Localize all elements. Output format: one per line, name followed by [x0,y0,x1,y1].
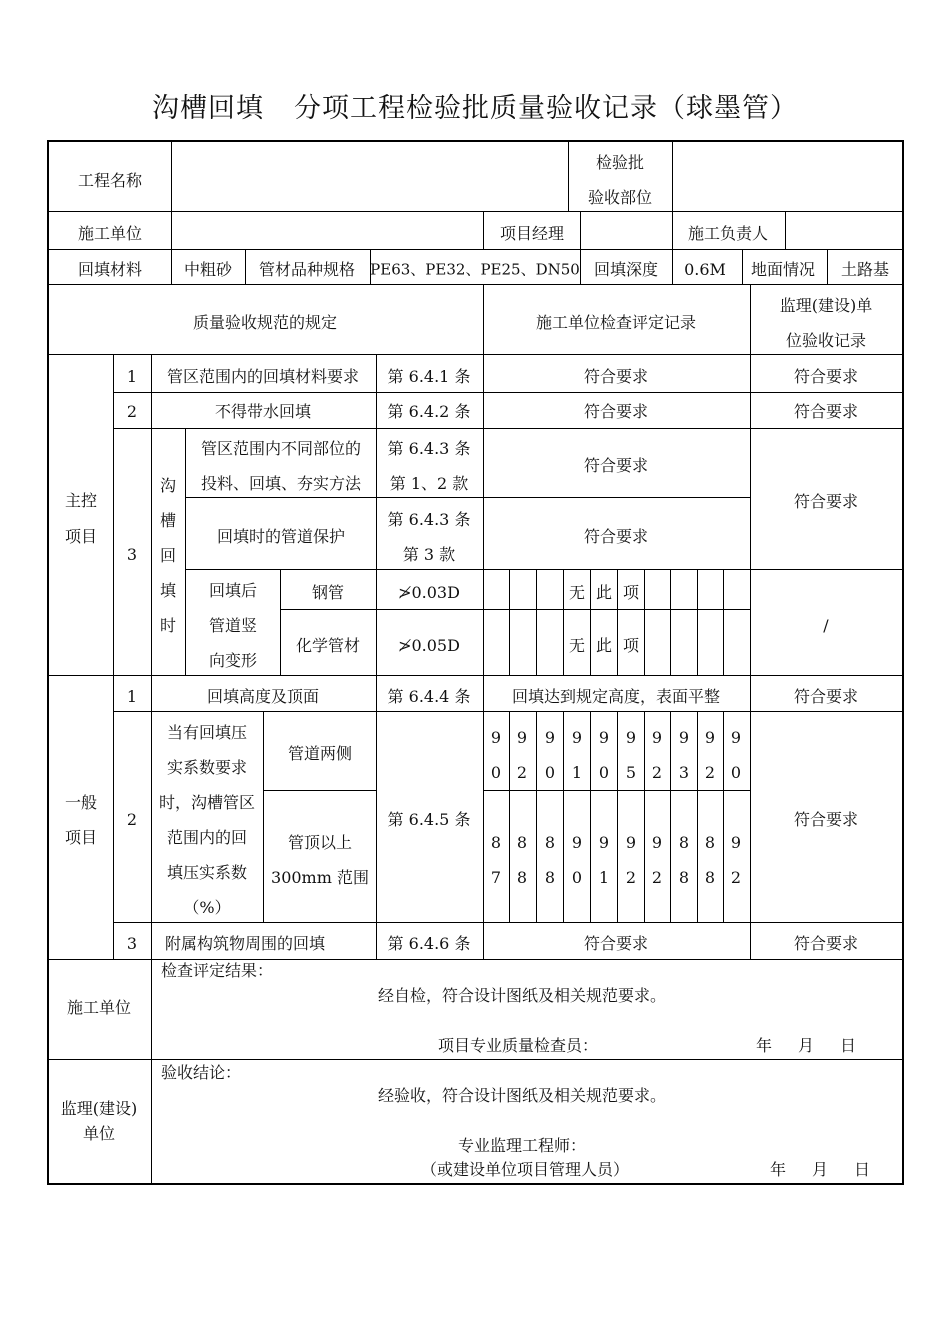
general-item1-record: 回填达到规定高度，表面平整 [511,687,721,706]
supervisor-conclusion: 经验收，符合设计图纸及相关规范要求。 [377,1086,667,1105]
pipe-top-value-digit: 8 [678,868,690,887]
grid-line [483,922,484,959]
grid-line [263,790,376,791]
pipe-sides-value-digit: 9 [490,728,502,747]
pipe-top-value-digit: 9 [571,833,583,852]
main-item3b-record: 符合要求 [583,527,649,546]
grid-line [580,249,581,284]
grid-line [376,675,377,959]
pipe-sides-value-digit: 2 [516,763,528,782]
construction-unit-label: 施工单位 [77,224,143,243]
backfill-depth-value: 0.6M [684,260,726,279]
grid-line [245,249,246,284]
steel-pipe-cell: 此 [595,583,613,602]
general-item1-clause: 第 6.4.4 条 [387,687,471,706]
contractor-year: 年 [755,1036,773,1055]
ground-condition-value: 土路基 [840,260,890,279]
pipe-top-value-digit: 9 [651,833,663,852]
main-item2-acceptance: 符合要求 [793,402,859,421]
main-item3c-acceptance: / [823,616,829,635]
main-item3ab-acceptance: 符合要求 [793,492,859,511]
grid-line [670,569,671,675]
grid-line [750,428,751,569]
grid-line [171,140,172,249]
grid-line [750,354,751,428]
grid-line [151,354,152,1184]
main-item3c-desc-1: 回填后 [208,581,258,600]
contractor-section-heading: 检查评定结果： [161,961,274,980]
pipe-top-value-digit: 2 [730,868,742,887]
inspection-lot-label-1: 检验批 [595,153,645,172]
pipe-top-value-digit: 8 [516,868,528,887]
grid-line [827,249,828,284]
general-item3-record: 符合要求 [583,934,649,953]
main-item3a-record: 符合要求 [583,456,649,475]
pipe-top-label-2: 300mm 范围 [271,868,369,887]
pipe-sides-value-digit: 3 [678,763,690,782]
inspection-lot-label-2: 验收部位 [587,188,653,207]
pipe-top-value-digit: 9 [598,833,610,852]
main-item3a-desc-1: 管区范围内不同部位的 [200,439,362,458]
general-item2-desc-5: 填压实系数 [166,863,248,882]
main-item3b-clause-1: 第 6.4.3 条 [387,510,471,529]
grid-line [483,284,484,354]
general-item2-desc-1: 当有回填压 [166,723,248,742]
grid-line [113,354,114,959]
owner-manager-label: （或建设单位项目管理人员） [420,1160,630,1179]
grid-line [590,711,591,922]
pipe-top-value-digit: 9 [625,833,637,852]
main-item2-clause: 第 6.4.2 条 [387,402,471,421]
supervisor-day: 日 [853,1160,871,1179]
grid-line [644,711,645,922]
chemical-pipe-label: 化学管材 [295,636,361,655]
pipe-spec-value: PE63、PE32、PE25、DN50 [370,260,580,279]
grid-line [672,249,673,284]
supervisor-month: 月 [811,1160,829,1179]
main-item1-clause: 第 6.4.1 条 [387,367,471,386]
grid-line [280,609,750,610]
main-item3b-clause-2: 第 3 款 [402,545,456,564]
quality-inspector-label: 项目专业质量检查员： [438,1036,599,1055]
contractor-conclusion: 经自检，符合设计图纸及相关规范要求。 [377,986,667,1005]
general-item2-no: 2 [126,810,138,829]
main-items-label-2: 项目 [64,527,98,546]
pipe-sides-value-digit: 5 [625,763,637,782]
grid-line [185,497,750,498]
grid-line [672,140,673,211]
pipe-sides-value-digit: 9 [544,728,556,747]
main-item3-group-char-3: 回 [159,546,177,565]
main-item2-desc: 不得带水回填 [214,402,312,421]
pipe-top-value-digit: 8 [704,833,716,852]
grid-line [376,569,377,675]
supervisor-section-label-2: 单位 [82,1124,116,1143]
grid-line [113,922,903,923]
grid-line [483,569,484,675]
grid-line [483,675,484,711]
chemical-pipe-cell: 项 [622,636,640,655]
pipe-sides-value-digit: 9 [730,728,742,747]
supervisor-record-heading-2: 位验收记录 [785,331,867,350]
grid-line [723,711,724,922]
main-items-label-1: 主控 [64,491,98,510]
supervisor-record-heading-1: 监理(建设)单 [779,296,873,315]
chemical-pipe-limit: ≯0.05D [398,636,460,655]
pipe-top-value-digit: 9 [730,833,742,852]
grid-line [263,711,264,922]
grid-line [483,428,484,569]
grid-line [750,675,751,959]
main-item1-record: 符合要求 [583,367,649,386]
supervisor-section-label-1: 监理(建设) [60,1099,138,1118]
main-item3-group-char-4: 填 [159,581,177,600]
general-item2-acceptance: 符合要求 [793,810,859,829]
pipe-top-value-digit: 7 [490,868,502,887]
contractor-month: 月 [797,1036,815,1055]
grid-line [483,711,484,922]
general-item3-clause: 第 6.4.6 条 [387,934,471,953]
grid-line [697,711,698,922]
grid-line [509,569,510,675]
pipe-sides-value-digit: 9 [516,728,528,747]
general-item3-acceptance: 符合要求 [793,934,859,953]
general-items-label-1: 一般 [64,793,98,812]
grid-line [785,211,786,249]
pipe-top-value-digit: 2 [651,868,663,887]
general-item3-no: 3 [126,934,138,953]
grid-line [672,211,673,249]
general-item3-desc: 附属构筑物周围的回填 [164,934,326,953]
general-item2-desc-2: 实系数要求 [166,758,248,777]
main-item3a-clause-2: 第 1、2 款 [389,474,469,493]
grid-line [48,249,903,250]
pipe-sides-value-digit: 1 [571,763,583,782]
grid-line [563,711,564,922]
steel-pipe-limit: ≯0.03D [398,583,460,602]
project-name-label: 工程名称 [77,171,143,190]
main-item3-no: 3 [126,545,138,564]
pipe-top-value-digit: 8 [704,868,716,887]
supervising-engineer-label: 专业监理工程师： [457,1136,587,1155]
grid-line [113,711,903,712]
general-item2-desc-6: （%） [183,898,231,917]
pipe-sides-value-digit: 2 [704,763,716,782]
general-item2-desc-3: 时，沟槽管区 [158,793,256,812]
grid-line [171,249,172,284]
backfill-depth-label: 回填深度 [593,260,659,279]
pipe-top-label-1: 管顶以上 [287,833,353,852]
main-item3a-clause-1: 第 6.4.3 条 [387,439,471,458]
pipe-sides-value-digit: 2 [651,763,663,782]
ground-condition-label: 地面情况 [750,260,816,279]
spec-column-heading: 质量验收规范的规定 [192,313,338,332]
grid-line [644,569,645,675]
grid-line [483,354,484,428]
chemical-pipe-cell: 此 [595,636,613,655]
main-item3-group-char-1: 沟 [159,476,177,495]
pipe-top-value-digit: 8 [544,868,556,887]
grid-line [509,711,510,922]
grid-line [185,428,186,675]
page-title [0,86,950,125]
grid-line [376,354,377,428]
project-manager-label: 项目经理 [499,224,565,243]
pipe-top-value-digit: 0 [571,868,583,887]
main-item3-group-char-2: 槽 [159,511,177,530]
pipe-sides-value-digit: 0 [544,763,556,782]
general-item1-desc: 回填高度及顶面 [206,687,320,706]
supervisor-section-heading: 验收结论： [161,1063,242,1082]
main-item1-no: 1 [126,367,138,386]
grid-line [617,569,618,675]
steel-pipe-cell: 无 [568,583,586,602]
pipe-top-value-digit: 2 [625,868,637,887]
grid-line [483,211,484,249]
pipe-sides-value-digit: 9 [678,728,690,747]
pipe-sides-value-digit: 9 [651,728,663,747]
contractor-record-heading: 施工单位检查评定记录 [535,313,697,332]
main-item3a-desc-2: 投料、回填、夯实方法 [200,474,362,493]
chemical-pipe-cell: 无 [568,636,586,655]
grid-line [568,140,569,211]
pipe-top-value-digit: 8 [516,833,528,852]
pipe-sides-label: 管道两侧 [287,744,353,763]
grid-line [48,959,903,960]
pipe-sides-value-digit: 9 [704,728,716,747]
main-item3c-desc-3: 向变形 [208,651,258,670]
general-item1-no: 1 [126,687,138,706]
steel-pipe-cell: 项 [622,583,640,602]
main-item3-group-char-5: 时 [159,616,177,635]
title-part-1: 沟槽回填 [152,93,264,124]
main-item2-no: 2 [126,402,138,421]
grid-line [750,284,751,354]
general-items-label-2: 项目 [64,828,98,847]
general-item2-clause: 第 6.4.5 条 [387,810,471,829]
main-item1-acceptance: 符合要求 [793,367,859,386]
grid-line [563,569,564,675]
grid-line [617,711,618,922]
grid-line [48,211,903,212]
general-item2-desc-4: 范围内的回 [166,828,248,847]
pipe-sides-value-digit: 9 [598,728,610,747]
general-item1-acceptance: 符合要求 [793,687,859,706]
grid-line [536,569,537,675]
grid-line [48,1059,903,1060]
grid-line [48,354,903,355]
backfill-material-value: 中粗砂 [183,260,233,279]
grid-line [536,711,537,922]
pipe-sides-value-digit: 9 [571,728,583,747]
main-item3b-desc: 回填时的管道保护 [216,527,346,546]
grid-line [742,249,743,284]
grid-line [185,569,903,570]
grid-line [697,569,698,675]
grid-line [580,211,581,249]
steel-pipe-label: 钢管 [311,583,345,602]
pipe-top-value-digit: 1 [598,868,610,887]
grid-line [113,392,903,393]
main-item2-record: 符合要求 [583,402,649,421]
grid-line [113,428,903,429]
pipe-sides-value-digit: 9 [625,728,637,747]
grid-line [590,569,591,675]
title-part-2: 分项工程检验批质量验收记录（球墨管） [294,93,798,124]
pipe-top-value-digit: 8 [490,833,502,852]
pipe-top-value-digit: 8 [544,833,556,852]
grid-line [280,569,281,675]
grid-line [723,569,724,675]
grid-line [48,675,903,676]
pipe-spec-label: 管材品种规格 [258,260,356,279]
inspection-record-table [47,140,904,1185]
pipe-sides-value-digit: 0 [490,763,502,782]
site-leader-label: 施工负责人 [687,224,769,243]
main-item1-desc: 管区范围内的回填材料要求 [166,367,360,386]
pipe-sides-value-digit: 0 [598,763,610,782]
main-item3c-desc-2: 管道竖 [208,616,258,635]
grid-line [750,569,751,675]
grid-line [670,711,671,922]
contractor-section-label: 施工单位 [66,998,132,1017]
supervisor-year: 年 [769,1160,787,1179]
pipe-sides-value-digit: 0 [730,763,742,782]
contractor-day: 日 [839,1036,857,1055]
pipe-top-value-digit: 8 [678,833,690,852]
grid-line [376,428,377,569]
grid-line [48,284,903,285]
backfill-material-label: 回填材料 [77,260,143,279]
